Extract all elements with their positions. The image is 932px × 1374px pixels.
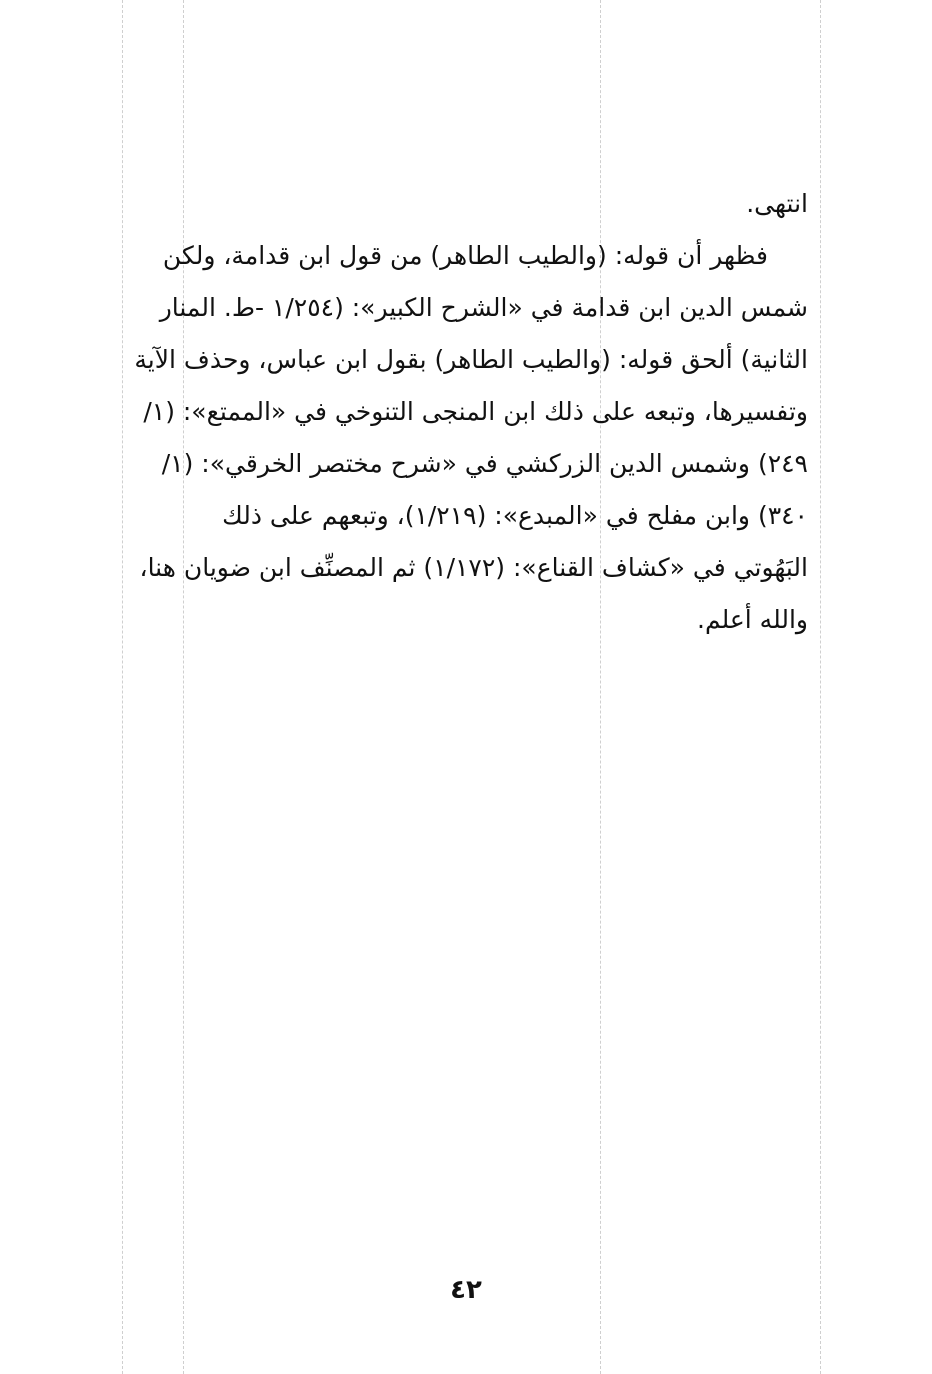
- page-number: ٤٢: [450, 1275, 482, 1305]
- text-line: وتفسيرها، وتبعه على ذلك ابن المنجى التنوخي في «الممتع»: (١/: [143, 397, 808, 426]
- text-line: فظهر أن قوله: (والطيب الطاهر) من قول ابن قدامة، ولكن: [162, 241, 768, 270]
- text-line: شمس الدين ابن قدامة في «الشرح الكبير»: (١/٢٥٤ -ط. المنار: [159, 293, 808, 322]
- scan-guide-line: [820, 0, 821, 1374]
- text-line: انتهى.: [746, 189, 808, 218]
- text-line: الثانية) ألحق قوله: (والطيب الطاهر) بقول ابن عباس، وحذف الآية: [134, 345, 808, 374]
- text-line: البَهُوتي في «كشاف القناع»: (١/١٧٢) ثم المصنِّف ابن ضويان هنا،: [139, 553, 808, 582]
- body-text: [108, 178, 808, 646]
- text-line: والله أعلم.: [697, 605, 808, 634]
- text-line: ٢٤٩) وشمس الدين الزركشي في «شرح مختصر الخرقي»: (١/: [161, 449, 808, 478]
- text-line: ٣٤٠) وابن مفلح في «المبدع»: (١/٢١٩)، وتبعهم على ذلك: [222, 501, 808, 530]
